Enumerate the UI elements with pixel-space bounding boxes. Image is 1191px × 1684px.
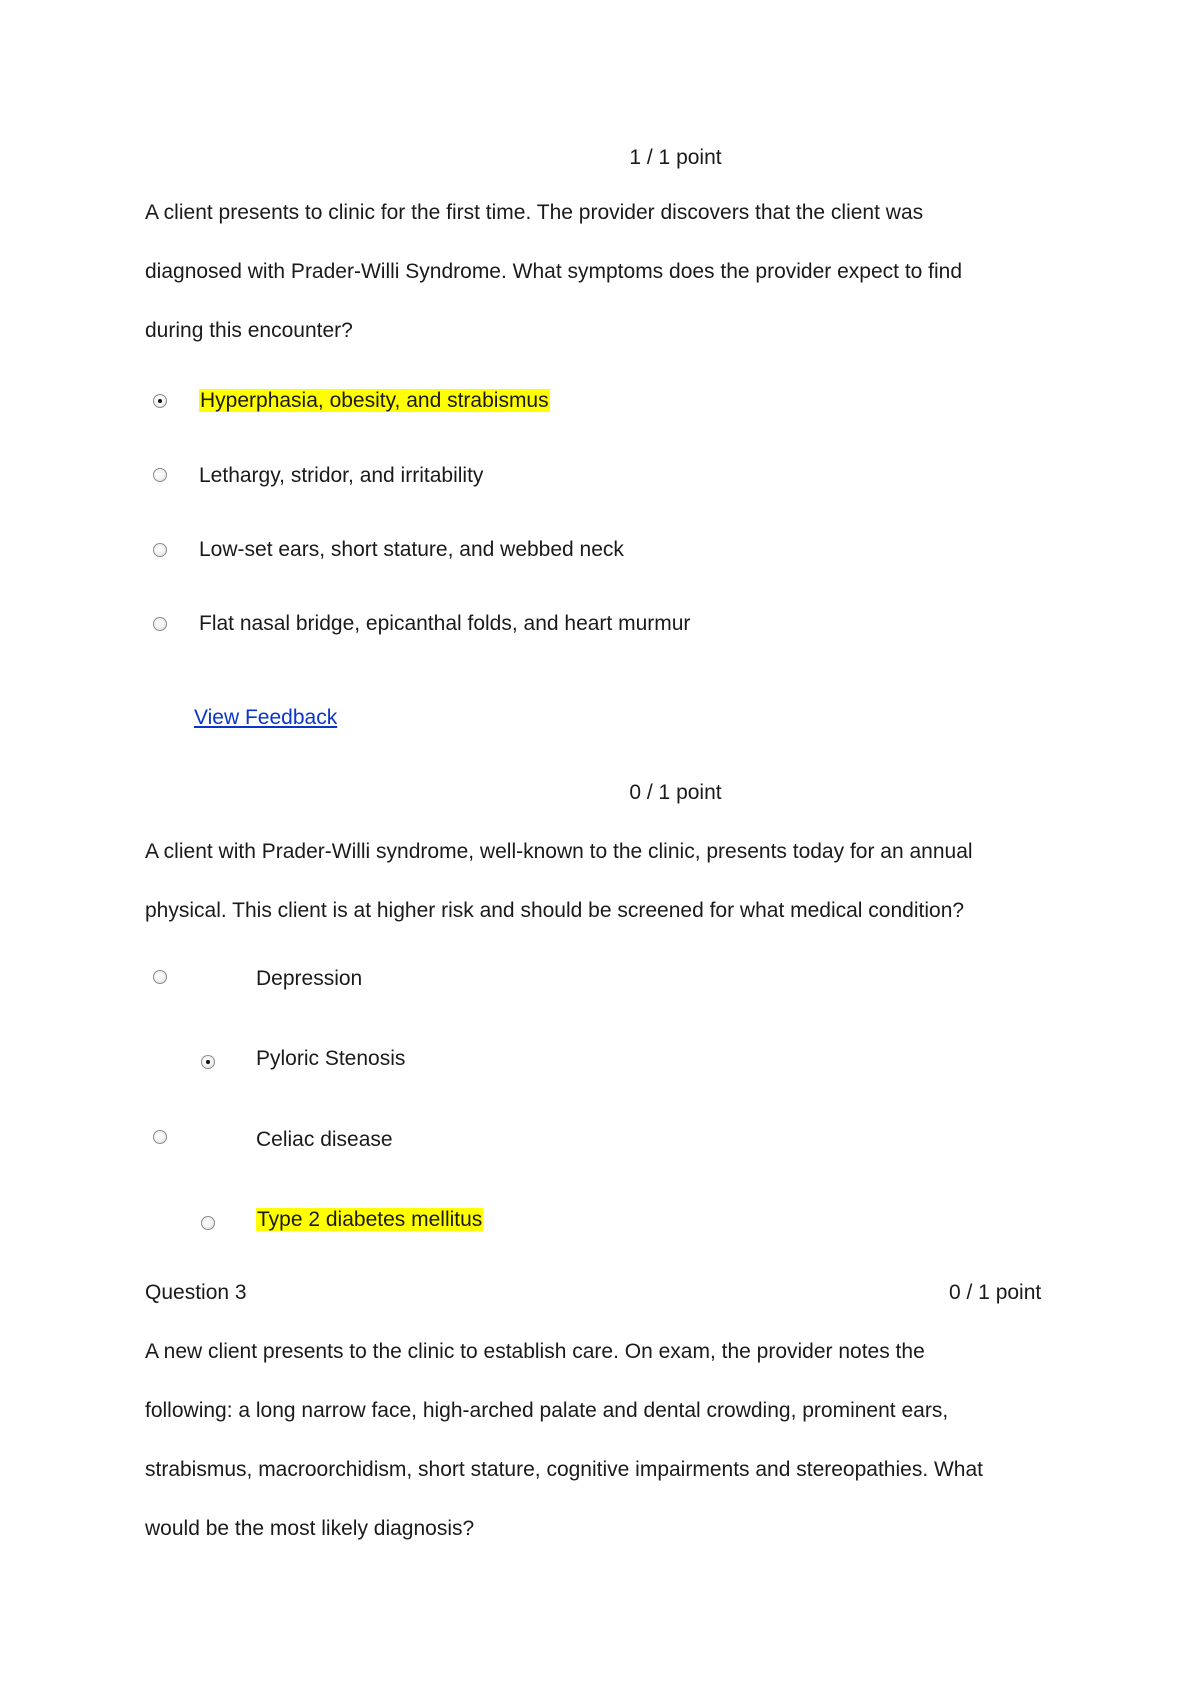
q3-prompt-line-4: would be the most likely diagnosis? bbox=[145, 1517, 475, 1540]
q1-prompt-line-3: during this encounter? bbox=[145, 319, 353, 342]
q1-option-4-radio[interactable] bbox=[153, 617, 167, 631]
q1-prompt-line-1: A client presents to clinic for the first time. The provider discovers that the client was bbox=[145, 201, 924, 224]
q2-score: 0 / 1 point bbox=[629, 781, 722, 804]
q2-option-1-radio[interactable] bbox=[153, 970, 167, 984]
q3-score: 0 / 1 point bbox=[949, 1281, 1042, 1304]
view-feedback-link[interactable]: View Feedback bbox=[194, 706, 338, 729]
q2-option-4-label: Type 2 diabetes mellitus bbox=[257, 1208, 483, 1231]
q2-prompt-line-2: physical. This client is at higher risk and should be screened for what medical condition? bbox=[145, 899, 965, 922]
q1-prompt-line-2: diagnosed with Prader-Willi Syndrome. What symptoms does the provider expect to find bbox=[145, 260, 963, 283]
q1-option-2-radio[interactable] bbox=[153, 468, 167, 482]
q3-title: Question 3 bbox=[145, 1281, 247, 1304]
q3-prompt-line-3: strabismus, macroorchidism, short stature, cognitive impairments and stereopathies. What bbox=[145, 1458, 984, 1481]
q1-option-2-label: Lethargy, stridor, and irritability bbox=[199, 464, 484, 487]
q1-score: 1 / 1 point bbox=[629, 146, 722, 169]
q1-option-4-label: Flat nasal bridge, epicanthal folds, and heart murmur bbox=[199, 612, 691, 635]
q2-option-3-label: Celiac disease bbox=[256, 1128, 393, 1151]
q2-option-2-radio[interactable] bbox=[201, 1055, 215, 1069]
q2-prompt-line-1: A client with Prader-Willi syndrome, well-known to the clinic, presents today for an annual bbox=[145, 840, 973, 863]
q2-option-2-label: Pyloric Stenosis bbox=[256, 1047, 406, 1070]
q3-prompt-line-1: A new client presents to the clinic to establish care. On exam, the provider notes the bbox=[145, 1340, 925, 1363]
q1-option-1-label: Hyperphasia, obesity, and strabismus bbox=[200, 389, 549, 412]
q1-option-1-radio[interactable] bbox=[153, 394, 167, 408]
q1-option-3-radio[interactable] bbox=[153, 543, 167, 557]
q2-option-4-radio[interactable] bbox=[201, 1216, 215, 1230]
q1-option-3-label: Low-set ears, short stature, and webbed neck bbox=[199, 538, 624, 561]
q2-option-3-radio[interactable] bbox=[153, 1130, 167, 1144]
q3-prompt-line-2: following: a long narrow face, high-arched palate and dental crowding, prominent ears, bbox=[145, 1399, 949, 1422]
q2-option-1-label: Depression bbox=[256, 967, 363, 990]
